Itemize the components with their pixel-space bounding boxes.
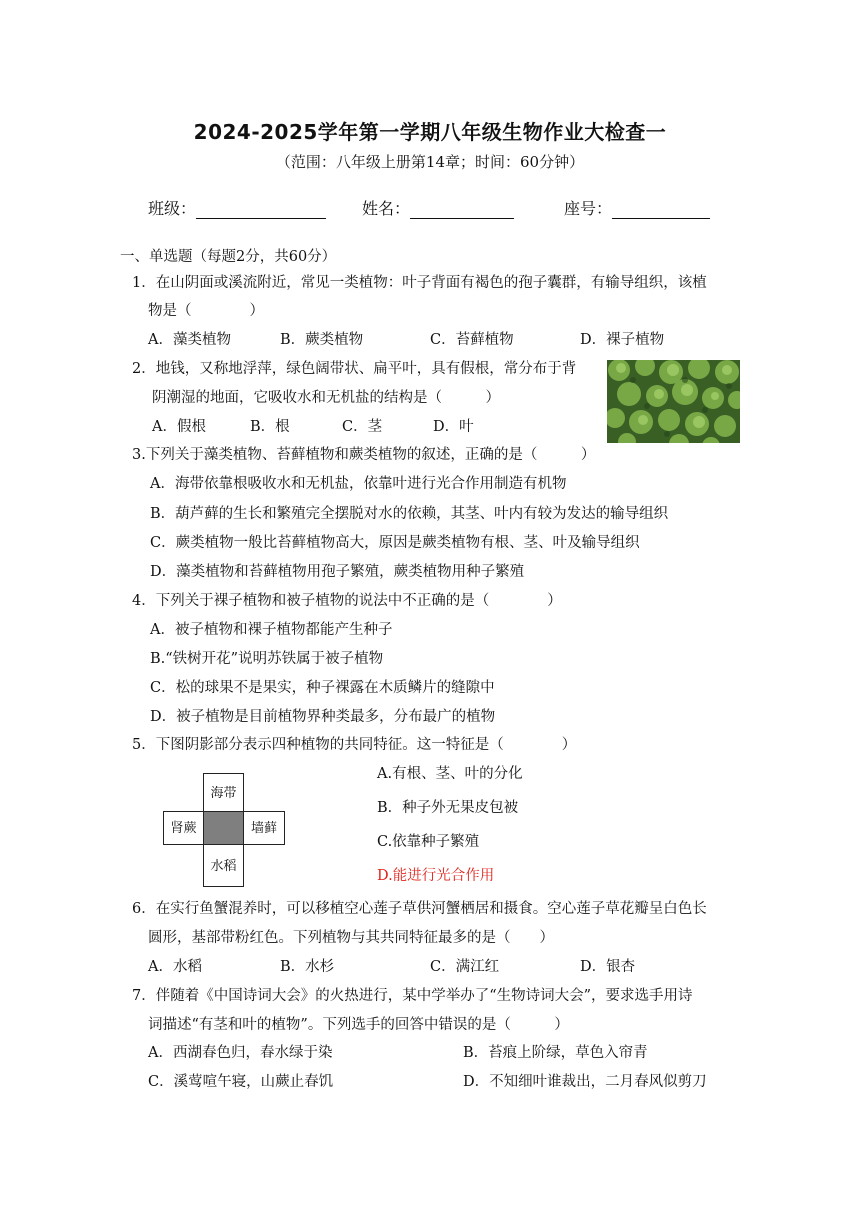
q3-option-a: A．海带依靠根吸收水和无机盐，依靠叶进行光合作用制造有机物: [150, 476, 567, 492]
q3-option-d: D．藻类植物和苔藓植物用孢子繁殖，蕨类植物用种子繁殖: [150, 564, 525, 580]
q2-option-d: D．叶: [433, 419, 474, 435]
q2-option-a: A．假根: [152, 419, 206, 435]
page-title: 2024-2025学年第一学期八年级生物作业大检查一: [193, 120, 667, 144]
q5-stem: 5．下图阴影部分表示四种植物的共同特征。这一特征是（ ）: [132, 737, 577, 753]
q6-option-a: A．水稻: [148, 959, 202, 975]
q5-option-c: C.依靠种子繁殖: [377, 834, 480, 850]
q1-option-d: D．裸子植物: [580, 332, 665, 348]
q7-option-b: B．苔痕上阶绿，草色入帘青: [463, 1045, 648, 1061]
section-heading: 一、单选题（每题2分，共60分）: [120, 249, 337, 265]
diagram-cell-bottom: 水稻: [203, 844, 244, 887]
q7-stem: 7．伴随着《中国诗词大会》的火热进行，某中学举办了“生物诗词大会”，要求选手用诗: [132, 988, 693, 1004]
q3-option-b: B．葫芦藓的生长和繁殖完全摆脱对水的依赖，其茎、叶内有较为发达的输导组织: [150, 506, 669, 522]
q1-option-b: B．蕨类植物: [280, 332, 364, 348]
plant-feature-diagram: [163, 773, 285, 887]
leaf-image-icon: [607, 360, 740, 443]
q1-option-a: A．藻类植物: [148, 332, 231, 348]
q7-option-d: D．不知细叶谁裁出，二月春风似剪刀: [463, 1074, 707, 1090]
class-label: 班级：: [148, 199, 197, 218]
q6-option-b: B．水杉: [280, 959, 335, 975]
q4-option-d: D．被子植物是目前植物界种类最多，分布最广的植物: [150, 709, 496, 725]
q6-option-c: C．满江红: [430, 959, 500, 975]
q3-option-c: C．蕨类植物一般比苔藓植物高大，原因是蕨类植物有根、茎、叶及输导组织: [150, 535, 640, 551]
q2-option-b: B．根: [250, 419, 290, 435]
q4-option-c: C．松的球果不是果实，种子裸露在木质鳞片的缝隙中: [150, 680, 495, 696]
q5-option-d-answer: D.能进行光合作用: [377, 868, 495, 884]
name-label: 姓名：: [362, 199, 411, 218]
liverwort-photo: [607, 360, 740, 443]
q7-option-c: C．溪莺喧午寝，山蕨止春饥: [148, 1074, 334, 1090]
q7-stem-cont: 词描述“有茎和叶的植物”。下列选手的回答中错误的是（ ）: [148, 1017, 569, 1033]
diagram-cell-right: 墙藓: [243, 811, 285, 845]
seat-label: 座号：: [564, 199, 613, 218]
q4-option-a: A．被子植物和裸子植物都能产生种子: [150, 622, 393, 638]
q2-option-c: C．茎: [342, 419, 383, 435]
q1-option-c: C．苔藓植物: [430, 332, 514, 348]
q2-stem: 2．地钱，又称地浮萍，绿色阔带状、扁平叶，具有假根，常分布于背: [132, 361, 577, 377]
q5-option-a: A.有根、茎、叶的分化: [377, 766, 523, 782]
q7-option-a: A．西湖春色归，春水绿于染: [148, 1045, 333, 1061]
diagram-cell-top: 海带: [203, 773, 244, 812]
name-blank[interactable]: [410, 200, 514, 219]
student-info-row: [148, 196, 710, 219]
q6-stem: 6．在实行鱼蟹混养时，可以移植空心莲子草供河蟹栖居和摄食。空心莲子草花瓣呈白色长: [132, 901, 707, 917]
q1-stem-cont: 物是（ ）: [148, 303, 264, 319]
class-blank[interactable]: [196, 200, 326, 219]
q6-option-d: D．银杏: [580, 959, 636, 975]
q4-option-b: B.“铁树开花”说明苏铁属于被子植物: [150, 651, 384, 667]
seat-blank[interactable]: [612, 200, 710, 219]
diagram-shaded-center: [203, 811, 244, 845]
q5-option-b: B．种子外无果皮包被: [377, 800, 519, 816]
page-subtitle: （范围：八年级上册第14章；时间：60分钟）: [275, 153, 585, 171]
diagram-cell-left: 肾蕨: [163, 811, 204, 845]
q6-stem-cont: 圆形，基部带粉红色。下列植物与其共同特征最多的是（ ）: [148, 930, 554, 946]
q1-stem: 1．在山阴面或溪流附近，常见一类植物：叶子背面有褐色的孢子囊群，有输导组织，该植: [132, 275, 707, 291]
q3-stem: 3.下列关于藻类植物、苔藓植物和蕨类植物的叙述，正确的是（ ）: [132, 447, 596, 463]
q2-stem-cont: 阴潮湿的地面，它吸收水和无机盐的结构是（ ）: [152, 390, 500, 406]
q4-stem: 4．下列关于裸子植物和被子植物的说法中不正确的是（ ）: [132, 593, 562, 609]
